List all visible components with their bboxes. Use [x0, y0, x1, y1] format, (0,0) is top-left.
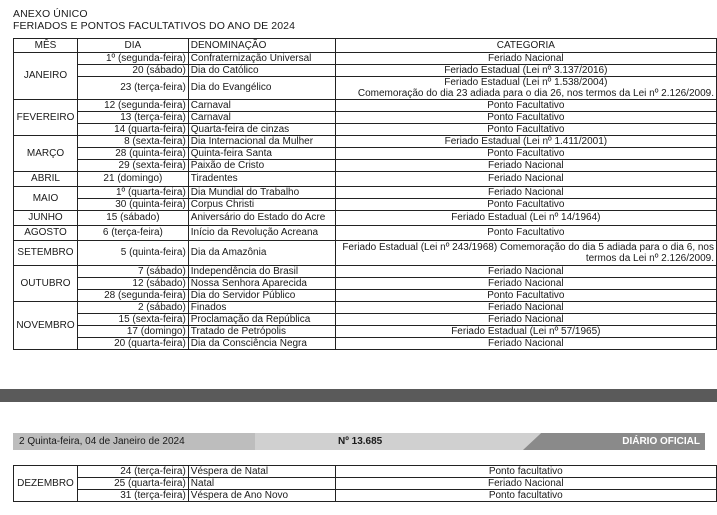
category-note: Comemoração do dia 23 adiada para o dia 26, nos termos da Lei nº 2.126/2009.: [357, 88, 714, 99]
table-row: [14, 490, 717, 502]
name-cell: Dia da Amazônia: [188, 241, 335, 266]
table-row: [14, 278, 717, 290]
category-cell: Feriado Nacional: [335, 160, 716, 172]
name-cell: Carnaval: [188, 100, 335, 112]
name-cell: Dia Mundial do Trabalho: [188, 187, 335, 199]
name-cell: Dia do Evangélico: [188, 77, 335, 100]
day-cell: 24 (terça-feira): [77, 466, 188, 478]
table-row: [14, 148, 717, 160]
name-cell: Tratado de Petrópolis: [188, 326, 335, 338]
day-cell: 14 (quarta-feira): [77, 124, 188, 136]
category-cell: Ponto Facultativo: [335, 124, 716, 136]
day-cell: 31 (terça-feira): [77, 490, 188, 502]
page-header-journal-name: DIÁRIO OFICIAL: [622, 436, 700, 447]
holidays-table: [13, 38, 717, 350]
category-cell: Ponto Facultativo: [335, 290, 716, 302]
page-separator-band: [0, 389, 717, 402]
name-cell: Nossa Senhora Aparecida: [188, 278, 335, 290]
column-header-mes: MÊS: [14, 39, 78, 53]
category-cell: Feriado Estadual (Lei nº 1.411/2001): [335, 136, 716, 148]
category-cell: [335, 77, 716, 100]
table-row: [14, 160, 717, 172]
holidays-table-continued: [13, 465, 717, 502]
name-cell: Natal: [188, 478, 335, 490]
month-cell: NOVEMBRO: [14, 302, 78, 350]
month-cell: JUNHO: [14, 211, 78, 226]
month-cell: JANEIRO: [14, 53, 78, 100]
table-row: [14, 478, 717, 490]
name-cell: Carnaval: [188, 112, 335, 124]
annex-subtitle: FERIADOS E PONTOS FACULTATIVOS DO ANO DE 2024: [13, 20, 296, 32]
table-row: [14, 53, 717, 65]
day-cell: 7 (sábado): [77, 266, 188, 278]
table-row: [14, 326, 717, 338]
category-cell: Ponto facultativo: [335, 490, 716, 502]
day-cell: 5 (quinta-feira): [77, 241, 188, 266]
day-cell: 28 (quinta-feira): [77, 148, 188, 160]
table-header-row: [14, 39, 717, 53]
page-header-date: 2 Quinta-feira, 04 de Janeiro de 2024: [19, 436, 185, 447]
category-cell: Feriado Nacional: [335, 266, 716, 278]
month-cell: ABRIL: [14, 172, 78, 187]
category-cell: Feriado Nacional: [335, 172, 716, 187]
name-cell: Início da Revolução Acreana: [188, 226, 335, 241]
category-cell: Feriado Nacional: [335, 187, 716, 199]
month-cell: MARÇO: [14, 136, 78, 172]
column-header-categoria: CATEGORIA: [335, 39, 716, 53]
month-cell: MAIO: [14, 187, 78, 211]
column-header-dia: DIA: [77, 39, 188, 53]
category-cell: Feriado Nacional: [335, 314, 716, 326]
category-cell: Ponto Facultativo: [335, 226, 716, 241]
table-row: [14, 136, 717, 148]
name-cell: Confraternização Universal: [188, 53, 335, 65]
category-cell: Ponto Facultativo: [335, 148, 716, 160]
category-cell: Feriado Nacional: [335, 338, 716, 350]
day-cell: 20 (sábado): [77, 65, 188, 77]
table-row: [14, 314, 717, 326]
table-row: [14, 77, 717, 100]
name-cell: Dia do Católico: [188, 65, 335, 77]
name-cell: Finados: [188, 302, 335, 314]
category-cell: Feriado Nacional: [335, 53, 716, 65]
day-cell: 25 (quarta-feira): [77, 478, 188, 490]
day-cell: 12 (segunda-feira): [77, 100, 188, 112]
day-cell: 1º (quarta-feira): [77, 187, 188, 199]
category-cell: Ponto Facultativo: [335, 100, 716, 112]
category-cell: Feriado Estadual (Lei nº 243/1968) Comemoração do dia 5 adiada para o dia 6, nos termos da Lei nº 2.126/2009.: [335, 241, 716, 266]
day-cell: 15 (sexta-feira): [77, 314, 188, 326]
day-cell: 29 (sexta-feira): [77, 160, 188, 172]
day-cell: 23 (terça-feira): [77, 77, 188, 100]
table-row: [14, 466, 717, 478]
table-row: [14, 211, 717, 226]
table-row: [14, 266, 717, 278]
day-cell: 21 (domingo): [77, 172, 188, 187]
name-cell: Véspera de Natal: [188, 466, 335, 478]
day-cell: 8 (sexta-feira): [77, 136, 188, 148]
name-cell: Paixão de Cristo: [188, 160, 335, 172]
day-cell: 2 (sábado): [77, 302, 188, 314]
day-cell: 1º (segunda-feira): [77, 53, 188, 65]
name-cell: Tiradentes: [188, 172, 335, 187]
name-cell: Quarta-feira de cinzas: [188, 124, 335, 136]
category-cell: Feriado Estadual (Lei nº 57/1965): [335, 326, 716, 338]
table-row: [14, 65, 717, 77]
category-cell: Ponto facultativo: [335, 466, 716, 478]
name-cell: Independência do Brasil: [188, 266, 335, 278]
day-cell: 12 (sábado): [77, 278, 188, 290]
category-cell: Feriado Estadual (Lei nº 14/1964): [335, 211, 716, 226]
day-cell: 13 (terça-feira): [77, 112, 188, 124]
day-cell: 28 (segunda-feira): [77, 290, 188, 302]
category-cell: Feriado Nacional: [335, 278, 716, 290]
category-line: Feriado Estadual (Lei nº 1.538/2004): [444, 77, 608, 88]
month-cell: OUTUBRO: [14, 266, 78, 302]
annex-title: ANEXO ÚNICO: [13, 8, 88, 20]
month-cell: DEZEMBRO: [14, 466, 78, 502]
day-cell: 20 (quarta-feira): [77, 338, 188, 350]
table-row: [14, 241, 717, 266]
table-row: [14, 199, 717, 211]
table-row: [14, 100, 717, 112]
day-cell: 15 (sábado): [77, 211, 188, 226]
category-cell: Ponto Facultativo: [335, 112, 716, 124]
month-cell: AGOSTO: [14, 226, 78, 241]
day-cell: 17 (domingo): [77, 326, 188, 338]
table-row: [14, 302, 717, 314]
name-cell: Quinta-feira Santa: [188, 148, 335, 160]
name-cell: Dia do Servidor Público: [188, 290, 335, 302]
name-cell: Aniversário do Estado do Acre: [188, 211, 335, 226]
month-cell: SETEMBRO: [14, 241, 78, 266]
month-cell: FEVEREIRO: [14, 100, 78, 136]
name-cell: Dia da Consciência Negra: [188, 338, 335, 350]
table-row: [14, 172, 717, 187]
category-cell: Feriado Estadual (Lei nº 3.137/2016): [335, 65, 716, 77]
name-cell: Dia Internacional da Mulher: [188, 136, 335, 148]
table-row: [14, 338, 717, 350]
table-row: [14, 187, 717, 199]
table-row: [14, 290, 717, 302]
category-cell: Feriado Nacional: [335, 478, 716, 490]
page-header-edition-number: Nº 13.685: [338, 436, 383, 447]
category-cell: Ponto Facultativo: [335, 199, 716, 211]
name-cell: Véspera de Ano Novo: [188, 490, 335, 502]
day-cell: 30 (quinta-feira): [77, 199, 188, 211]
page-header-bar: [13, 433, 705, 450]
table-row: [14, 226, 717, 241]
table-row: [14, 112, 717, 124]
name-cell: Corpus Christi: [188, 199, 335, 211]
category-cell: Feriado Nacional: [335, 302, 716, 314]
column-header-denominacao: DENOMINAÇÃO: [188, 39, 335, 53]
name-cell: Proclamação da República: [188, 314, 335, 326]
table-row: [14, 124, 717, 136]
day-cell: 6 (terça-feira): [77, 226, 188, 241]
